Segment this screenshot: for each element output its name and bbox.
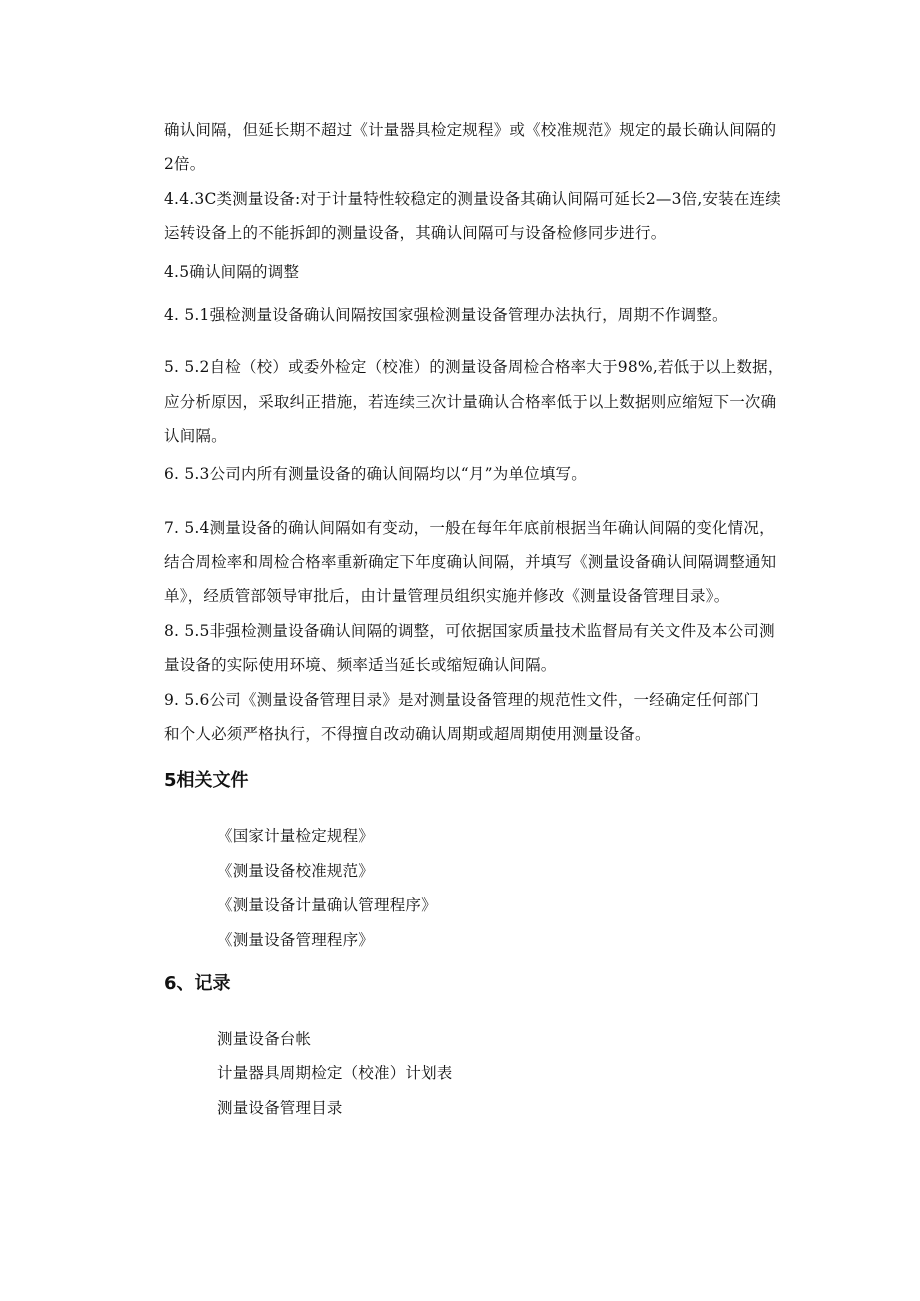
record-item: 测量设备管理目录 bbox=[217, 1099, 343, 1117]
related-document-item: 《国家计量检定规程》 bbox=[217, 827, 375, 845]
paragraph-line: 运转设备上的不能拆卸的测量设备，其确认间隔可与设备检修同步进行。 bbox=[164, 224, 667, 242]
paragraph-line: 2倍。 bbox=[164, 155, 206, 173]
paragraph-line: 确认间隔，但延长期不超过《计量器具检定规程》或《校准规范》规定的最长确认间隔的 bbox=[164, 121, 777, 139]
paragraph-line: 5. 5.2自检（校）或委外检定（校准）的测量设备周检合格率大于98%,若低于以上数据， bbox=[164, 358, 784, 376]
paragraph-line: 应分析原因，采取纠正措施，若连续三次计量确认合格率低于以上数据则应缩短下一次确 bbox=[164, 393, 777, 411]
paragraph-line: 认间隔。 bbox=[164, 427, 227, 445]
record-item: 测量设备台帐 bbox=[217, 1030, 312, 1048]
paragraph-line: 7. 5.4测量设备的确认间隔如有变动，一般在每年年底前根据当年确认间隔的变化情况， bbox=[164, 519, 775, 537]
paragraph-line: 4.4.3C类测量设备:对于计量特性较稳定的测量设备其确认间隔可延长2—3倍,安装在连续 bbox=[164, 190, 781, 208]
subsection-title: 4.5确认间隔的调整 bbox=[164, 263, 300, 281]
related-document-item: 《测量设备校准规范》 bbox=[217, 862, 375, 880]
paragraph-line: 量设备的实际使用环境、频率适当延长或缩短确认间隔。 bbox=[164, 656, 557, 674]
paragraph-line: 8. 5.5非强检测量设备确认间隔的调整，可依据国家质量技术监督局有关文件及本公司测 bbox=[164, 622, 775, 640]
paragraph-line: 单》，经质管部领导审批后，由计量管理员组织实施并修改《测量设备管理目录》。 bbox=[164, 587, 730, 605]
section-heading-related-documents: 5相关文件 bbox=[164, 770, 249, 791]
related-document-item: 《测量设备计量确认管理程序》 bbox=[217, 896, 437, 914]
related-document-item: 《测量设备管理程序》 bbox=[217, 931, 375, 949]
paragraph-line: 4. 5.1强检测量设备确认间隔按国家强检测量设备管理办法执行，周期不作调整。 bbox=[164, 306, 728, 324]
paragraph-line: 6. 5.3公司内所有测量设备的确认间隔均以“月”为单位填写。 bbox=[164, 465, 587, 483]
record-item: 计量器具周期检定（校准）计划表 bbox=[217, 1064, 453, 1082]
section-heading-records: 6、记录 bbox=[164, 973, 231, 994]
paragraph-line: 9. 5.6公司《测量设备管理目录》是对测量设备管理的规范性文件，一经确定任何部门 bbox=[164, 691, 760, 709]
paragraph-line: 结合周检率和周检合格率重新确定下年度确认间隔，并填写《测量设备确认间隔调整通知 bbox=[164, 553, 777, 571]
paragraph-line: 和个人必须严格执行，不得擅自改动确认周期或超周期使用测量设备。 bbox=[164, 725, 651, 743]
